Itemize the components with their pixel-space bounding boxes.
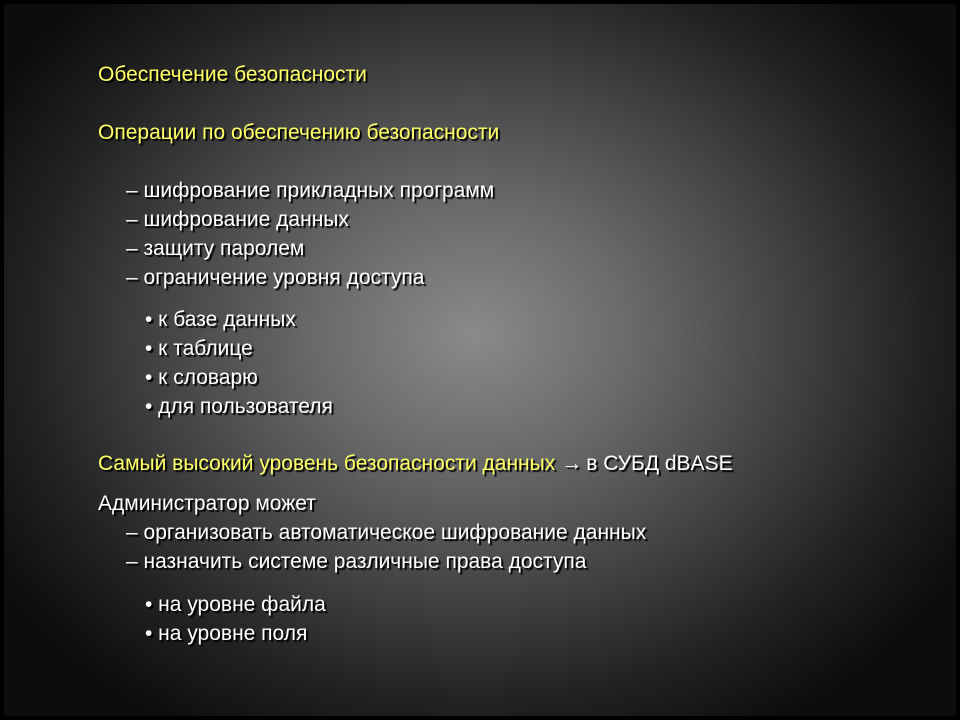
section-heading-operations: Операции по обеспечению безопасности <box>98 121 500 144</box>
security-level-line <box>98 452 733 476</box>
sub-list-item: • к словарю <box>145 366 258 389</box>
sub-list-item: • к базе данных <box>145 308 296 331</box>
slide-title: Обеспечение безопасности <box>98 63 367 86</box>
list-item: – организовать автоматическое шифрование данных <box>126 521 647 544</box>
list-item: – назначить системе различные права доступа <box>126 550 587 573</box>
sub-list-item: • на уровне файла <box>145 593 326 616</box>
security-level-target: в СУБД dBASE <box>586 452 733 475</box>
list-item: – шифрование прикладных программ <box>126 179 495 202</box>
list-item: – ограничение уровня доступа <box>126 266 425 289</box>
list-item: – шифрование данных <box>126 208 349 231</box>
admin-lead: Администратор может <box>98 492 316 515</box>
arrow-right-icon: → <box>561 452 583 475</box>
sub-list-item: • для пользователя <box>145 395 333 418</box>
security-level-heading: Самый высокий уровень безопасности данных <box>98 452 556 475</box>
sub-list-item: • к таблице <box>145 337 253 360</box>
list-item: – защиту паролем <box>126 237 305 260</box>
sub-list-item: • на уровне поля <box>145 622 308 645</box>
